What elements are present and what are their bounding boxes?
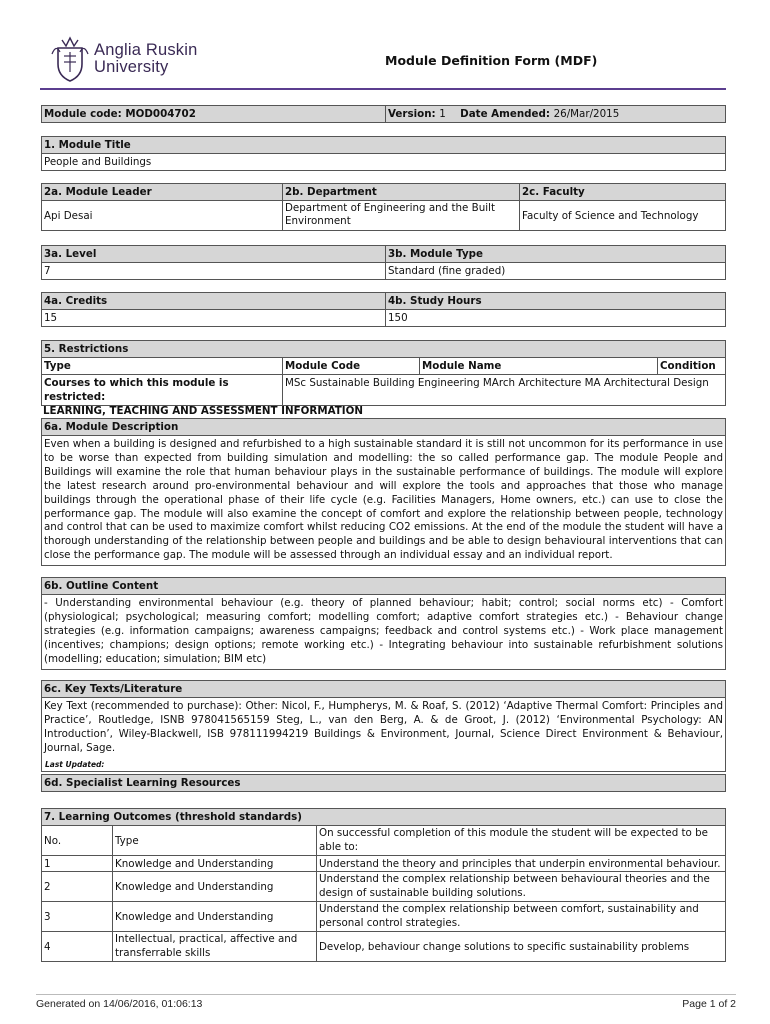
logo-text <box>94 42 198 76</box>
outcome-type: Knowledge and Understanding <box>112 902 316 931</box>
outcome-row <box>42 931 725 961</box>
restrictions-col-name: Module Name <box>419 358 657 374</box>
level-value: 7 <box>44 265 51 277</box>
department-value: Department of Engineering and the Built Environment <box>282 201 519 230</box>
version-date <box>385 106 725 122</box>
level-table <box>41 245 726 280</box>
leader-value: Api Desai <box>44 209 93 222</box>
credits-value: 15 <box>44 312 58 324</box>
level-heading: 3a. Level <box>44 248 97 260</box>
restrictions-col-condition: Condition <box>657 358 725 374</box>
form-title: Module Definition Form (MDF) <box>385 53 598 68</box>
university-crest-icon <box>50 34 90 84</box>
accent-divider <box>40 88 726 90</box>
module-code: Module code: MOD004702 <box>44 108 196 120</box>
module-title-table <box>41 136 726 171</box>
module-title-value: People and Buildings <box>42 153 725 170</box>
module-description-table <box>41 418 726 566</box>
leader-heading: 2a. Module Leader <box>44 186 152 198</box>
faculty-value: Faculty of Science and Technology <box>519 201 725 230</box>
restrictions-row-courses: MSc Sustainable Building Engineering MArch Architecture MA Architectural Design <box>282 375 725 405</box>
learning-outcomes-heading: 7. Learning Outcomes (threshold standards) <box>42 809 725 825</box>
version-label: Version: <box>388 108 436 120</box>
module-description-text: Even when a building is designed and refurbished to a high sustainable standard it is still not uncommon for its performance in use to be worse than expected from building simulation and modelling: the so called performance gap. The module People and Buildings will examine the role that human behaviour plays in the sustainable performance of buildings. The module will explore the latest research around pro-environmental behaviour and will explore the tools and approaches that those who manage buildings through the operational phase of their life cycle (e.g. Facilities Managers, Home owners, etc.) can use to close the performance gap. The module will also examine the concept of comfort and explore the relationship between people, technology and control that can be used to maximize comfort whilst reducing CO2 emissions. At the end of the module the student will have a thorough understanding of the relationship between people and buildings and be able to design behavioural interventions that can close the performance gap. The module will be assessed through an individual essay and an individual report. <box>42 435 725 565</box>
outline-content-text: - Understanding environmental behaviour (e.g. theory of planned behaviour; habit; control; social norms etc) - Comfort (physiological; psychological; measuring comfort; modelling comfort; adaptive comfort strategies etc.) - Behaviour change strategies (e.g. information campaigns; awareness campaigns; feedback and control systems etc.) - Work place management (incentives; champions; design options; remote working etc.) - Integrating behaviour into sustainable refurbishment solutions (modelling; education; simulation; BIM etc) <box>42 594 725 669</box>
outcome-type: Intellectual, practical, affective and transferrable skills <box>112 932 316 961</box>
restrictions-row-type: Courses to which this module is restricted: <box>44 377 229 403</box>
last-updated-label: Last Updated: <box>45 759 105 769</box>
outcome-desc: Understand the complex relationship between behavioural theories and the design of sustainable building solutions. <box>316 872 725 901</box>
outline-content-heading: 6b. Outline Content <box>42 578 725 594</box>
restrictions-col-type: Type <box>44 360 71 372</box>
credits-table <box>41 292 726 327</box>
logo-line-1: Anglia Ruskin <box>94 41 198 59</box>
outcome-no: 2 <box>44 880 51 893</box>
study-hours-value: 150 <box>385 310 725 326</box>
learning-resources-table <box>41 774 726 792</box>
restrictions-col-code: Module Code <box>282 358 419 374</box>
learning-outcomes-table <box>41 808 726 962</box>
outcome-desc: Develop, behaviour change solutions to specific sustainability problems <box>316 932 725 961</box>
key-texts-heading: 6c. Key Texts/Literature <box>42 681 725 697</box>
logo-line-2: University <box>94 58 169 76</box>
key-texts-text: Key Text (recommended to purchase): Other: Nicol, F., Humpherys, M. & Roaf, S. (2012) ‘Adaptive Thermal Comfort: Principles and Practice’, Routledge, ISNB 978041565159 Steg, L., van den Berg, A. & de Groot, J. (2012) ‘Environmental Psychology: AN Introduction’, Wiley-Blackwell, ISB 978111994219 Buildings & Environment, Journal, Science Direct Environment & Behaviour, Journal, Sage. <box>44 700 723 754</box>
outcome-no: 4 <box>44 940 51 953</box>
outcomes-col-no: No. <box>44 834 62 847</box>
module-title-heading: 1. Module Title <box>42 137 725 153</box>
lta-section-title: LEARNING, TEACHING AND ASSESSMENT INFORMATION <box>43 405 363 417</box>
module-type-heading: 3b. Module Type <box>385 246 725 262</box>
module-description-heading: 6a. Module Description <box>42 419 725 435</box>
outcomes-col-desc: On successful completion of this module the student will be expected to be able to: <box>316 826 725 855</box>
outcome-type: Knowledge and Understanding <box>112 872 316 901</box>
department-heading: 2b. Department <box>282 184 519 200</box>
outcome-desc: Understand the complex relationship between comfort, sustainability and personal control strategies. <box>316 902 725 931</box>
outcome-no: 3 <box>44 910 51 923</box>
learning-resources-heading: 6d. Specialist Learning Resources <box>42 775 725 791</box>
outcome-row <box>42 855 725 871</box>
version-value: 1 <box>439 108 446 120</box>
restrictions-table <box>41 340 726 406</box>
date-value: 26/Mar/2015 <box>553 108 620 120</box>
study-hours-heading: 4b. Study Hours <box>385 293 725 309</box>
credits-heading: 4a. Credits <box>44 295 108 307</box>
outcome-row <box>42 901 725 931</box>
page-footer <box>36 994 736 1010</box>
date-label: Date Amended: <box>460 108 550 120</box>
outcome-no: 1 <box>44 858 51 870</box>
faculty-heading: 2c. Faculty <box>519 184 725 200</box>
university-logo <box>50 34 220 84</box>
outline-content-table <box>41 577 726 670</box>
outcome-row <box>42 871 725 901</box>
module-type-value: Standard (fine graded) <box>385 263 725 279</box>
leader-table <box>41 183 726 231</box>
outcome-type: Knowledge and Understanding <box>112 856 316 871</box>
outcomes-col-type: Type <box>112 826 316 855</box>
key-texts-table <box>41 680 726 772</box>
generated-timestamp: Generated on 14/06/2016, 01:06:13 <box>36 998 203 1010</box>
module-code-table <box>41 105 726 123</box>
outcome-desc: Understand the theory and principles that underpin environmental behaviour. <box>316 856 725 871</box>
restrictions-heading: 5. Restrictions <box>42 341 725 357</box>
page-number: Page 1 of 2 <box>682 998 736 1010</box>
